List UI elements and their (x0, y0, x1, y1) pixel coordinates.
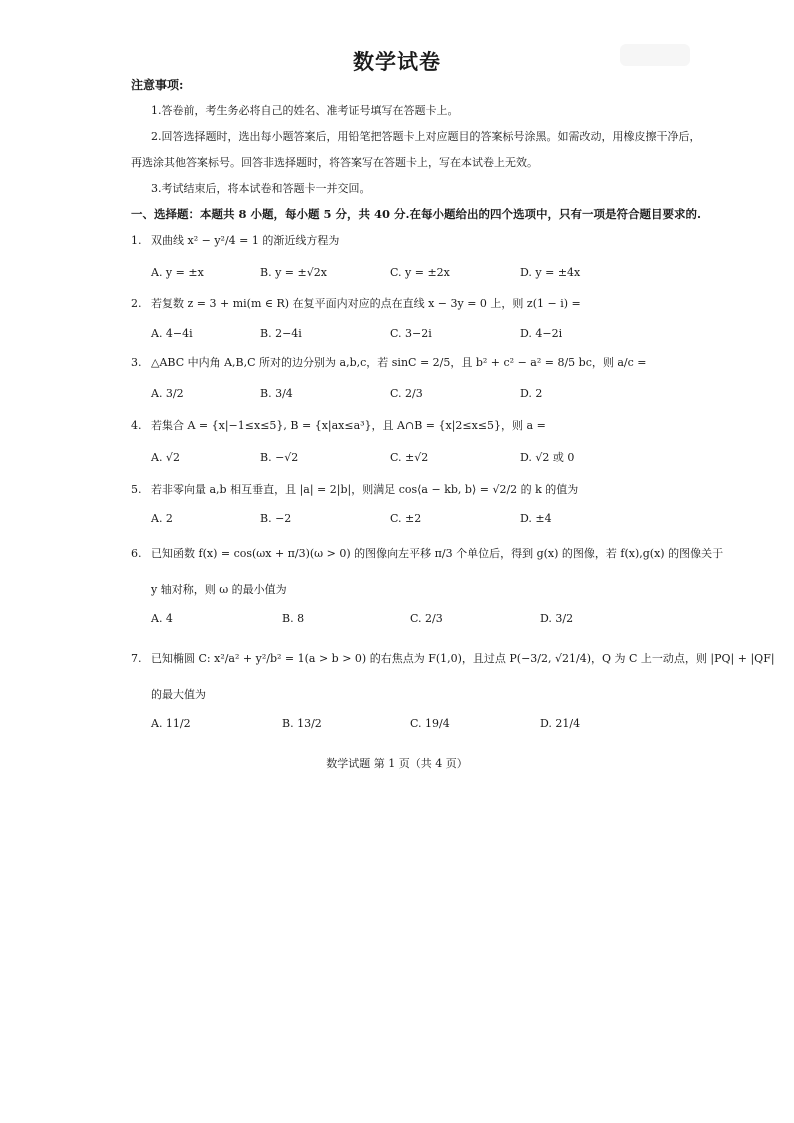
option-b: B. 8 (282, 612, 305, 625)
question-text: 若复数 z = 3 + mi(m ∈ R) 在复平面内对应的点在直线 x − 3y = 0 上，则 z(1 − i) = (151, 297, 581, 310)
notice-heading: 注意事项: (131, 78, 184, 92)
notice-item-3: 3.考试结束后，将本试卷和答题卡一并交回。 (151, 182, 371, 195)
option-a: A. 11/2 (151, 717, 191, 730)
option-b: B. −√2 (260, 451, 299, 464)
question-number: 7. (131, 652, 142, 665)
option-d: D. 2 (520, 387, 543, 400)
option-a: A. 4 (151, 612, 173, 625)
option-d: D. 21/4 (540, 717, 581, 730)
option-d: D. 3/2 (540, 612, 574, 625)
option-c: C. 2/3 (390, 387, 423, 400)
option-a: A. 3/2 (151, 387, 184, 400)
option-d: D. 4−2i (520, 327, 563, 340)
page-title: 数学试卷 (353, 49, 441, 74)
option-b: B. y = ±√2x (260, 266, 327, 279)
question-text: 已知函数 f(x) = cos(ωx + π/3)(ω > 0) 的图像向左平移 π/3 个单位后，得到 g(x) 的图像，若 f(x),g(x) 的图像关于 (151, 547, 724, 560)
option-c: C. 19/4 (410, 717, 450, 730)
option-a: A. √2 (151, 451, 180, 464)
option-a: A. 2 (151, 512, 173, 525)
option-c: C. y = ±2x (390, 266, 450, 279)
question-number: 4. (131, 419, 142, 432)
question-number: 2. (131, 297, 142, 310)
option-c: C. 3−2i (390, 327, 432, 340)
option-a: A. y = ±x (151, 266, 204, 279)
option-d: D. y = ±4x (520, 266, 581, 279)
option-b: B. −2 (260, 512, 292, 525)
option-c: C. ±2 (390, 512, 422, 525)
question-number: 5. (131, 483, 142, 496)
question-text: 双曲线 x² − y²/4 = 1 的渐近线方程为 (151, 234, 340, 247)
option-d: D. √2 或 0 (520, 451, 575, 464)
option-d: D. ±4 (520, 512, 552, 525)
option-a: A. 4−4i (151, 327, 193, 340)
question-text: 若非零向量 a,b 相互垂直，且 |a| = 2|b|，则满足 cos⟨a − kb, b⟩ = √2/2 的 k 的值为 (151, 483, 579, 496)
question-7-cont: 的最大值为 (151, 688, 206, 701)
option-c: C. ±√2 (390, 451, 429, 464)
notice-item-2-cont: 再选涂其他答案标号。回答非选择题时，将答案写在答题卡上，写在本试卷上无效。 (131, 156, 538, 169)
notice-item-1: 1.答卷前，考生务必将自己的姓名、准考证号填写在答题卡上。 (151, 104, 459, 117)
option-b: B. 13/2 (282, 717, 322, 730)
notice-item-2: 2.回答选择题时，选出每小题答案后，用铅笔把答题卡上对应题目的答案标号涂黑。如需改动，用橡皮擦干净后， (151, 130, 701, 143)
section-heading: 一、选择题：本题共 8 小题，每小题 5 分，共 40 分.在每小题给出的四个选项中，只有一项是符合题目要求的. (131, 207, 702, 221)
question-6-cont: y 轴对称，则 ω 的最小值为 (151, 583, 287, 596)
option-b: B. 3/4 (260, 387, 293, 400)
question-number: 6. (131, 547, 142, 560)
question-text: 已知椭圆 C: x²/a² + y²/b² = 1(a > b > 0) 的右焦点为 F(1,0)，且过点 P(−3/2, √21/4)，Q 为 C 上一动点，则 |PQ| + |QF| (151, 652, 775, 665)
option-c: C. 2/3 (410, 612, 443, 625)
option-b: B. 2−4i (260, 327, 302, 340)
question-text: △ABC 中内角 A,B,C 所对的边分别为 a,b,c，若 sinC = 2/5，且 b² + c² − a² = 8/5 bc，则 a/c = (151, 356, 647, 369)
page-footer: 数学试题 第 1 页（共 4 页） (326, 757, 468, 770)
question-number: 1. (131, 234, 142, 247)
question-text: 若集合 A = {x|−1≤x≤5}, B = {x|ax≤a³}，且 A∩B = {x|2≤x≤5}，则 a = (151, 419, 546, 432)
question-number: 3. (131, 356, 142, 369)
